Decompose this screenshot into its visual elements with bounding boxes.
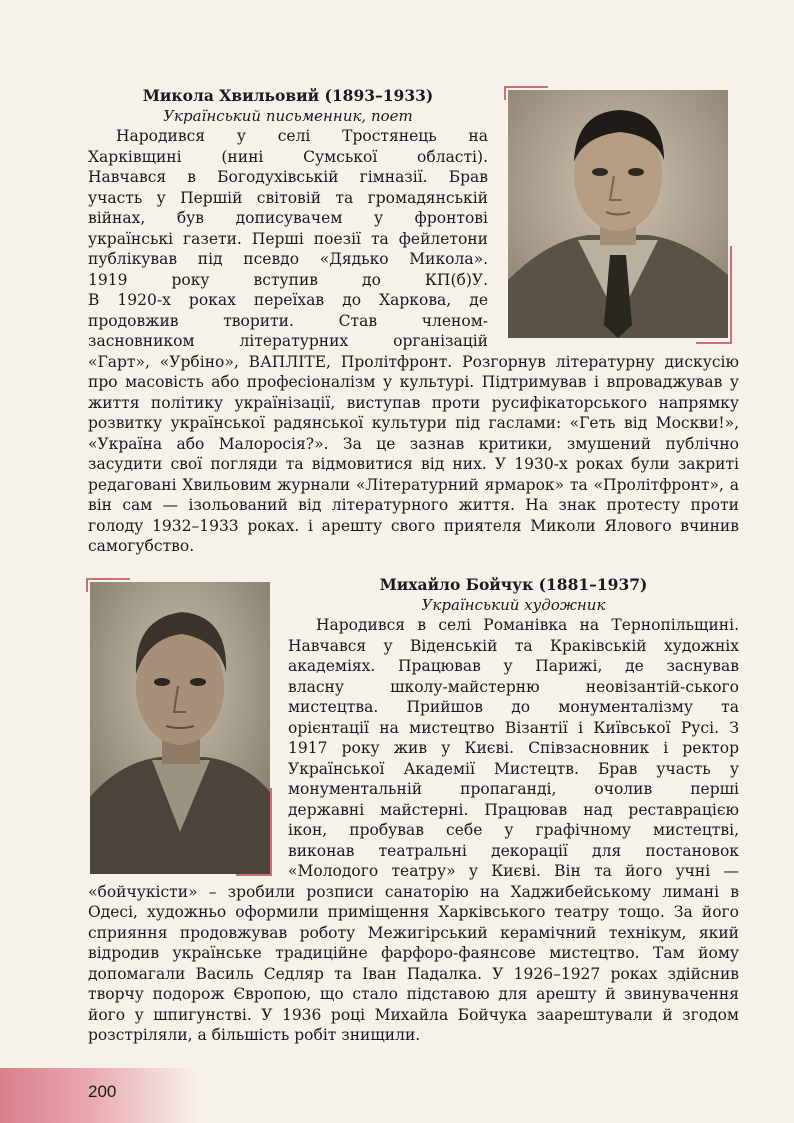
khvylovyi-photo-frame — [500, 86, 740, 346]
bio-khvylovyi-name: Микола Хвильовий (1893–1933) — [142, 86, 434, 105]
khvylovyi-portrait — [508, 90, 728, 338]
bio-khvylovyi-intro — [88, 126, 488, 352]
text-line: 1919 року вступив до КП(б)У. — [88, 270, 488, 289]
text-line: орієнтації на мистецтво Візантії і Київської Русі. З — [288, 718, 739, 737]
text-line: війнах, був дописувачем у фронтові — [88, 209, 488, 227]
text-line: публікував під псевдо «Дядько Микола». — [88, 250, 488, 268]
text-line: мистецтва. Прийшов до монументалізму та — [288, 698, 739, 716]
text-line: «Молодого театру» у Києві. Він та його учні — — [288, 862, 739, 880]
text-line: Навчався в Богодухівській гімназії. Брав — [88, 168, 488, 186]
text-line: 1917 року жив у Києві. Співзасновник і ректор — [288, 739, 739, 757]
boichuk-photo-frame — [86, 578, 276, 878]
text-line: українські газети. Перші поезії та фейлетони — [88, 229, 488, 248]
text-line: продовжив творити. Став членом- — [88, 311, 488, 330]
text-line: Навчався у Віденській та Краківській художніх — [288, 636, 739, 655]
text-line: Харківщині (нині Сумської області). — [88, 147, 488, 166]
text-line: виконав театральні декорації для постановок — [288, 841, 739, 860]
text-line: Народився у селі Тростянець на — [116, 127, 488, 145]
bio-boichuk-role: Український художник — [421, 596, 606, 614]
boichuk-portrait — [90, 582, 270, 874]
text-line: Української Академії Мистецтв. Брав участь у — [288, 759, 739, 778]
text-line: засновником літературних організацій — [88, 332, 488, 350]
text-line: участь у Першій світовій та громадянській — [88, 188, 488, 207]
bio-boichuk-name: Михайло Бойчук (1881–1937) — [379, 575, 648, 594]
bio-khvylovyi-text: «Гарт», «Урбіно», ВАПЛІТЕ, Пролітфронт. Розгорнув літературну дискусію про масовість або професіоналізм у культурі. Підтримував і впроваджував у життя політику українізації, виступав проти русифікаторського напрямку розвитку української радянської культури під гаслами: «Геть від Москви!», «Україна або Малоросія?». За це зазнав критики, змушений публічно засудити свої погляди та відмовитися від них. У 1930-х роках були закриті редаговані Хвильовим журнали «Літературний ярмарок» та «Пролітфронт», а він сам — ізольований від літературного життя. На знак протесту проти голоду 1932–1933 роках. і арешту свого приятеля Миколи Ялового вчинив самогубство. — [88, 352, 739, 555]
text-line: В 1920-х роках переїхав до Харкова, де — [88, 291, 488, 309]
text-line: монументальній пропаганді, очолив перші — [288, 780, 739, 798]
text-line: Народився в селі Романівка на Тернопільщині. — [316, 616, 739, 634]
page-number: 200 — [88, 1082, 117, 1101]
text-line: ікон, пробував себе у графічному мистецтві, — [288, 821, 739, 839]
bio-boichuk-text: «бойчукісти» – зробили розписи санаторію на Хаджибейському лимані в Одесі, художньо оформили приміщення Харківського театру тощо. За його сприяння продовжував роботу Межигірський керамічний технікум, який відродив українське традиційне фарфоро-фаянсове мистецтво. Там йому допомагали Василь Седляр та Іван Падалка. У 1926–1927 роках здійснив творчу подорож Європою, що стало підставою для арешту й звинувачення його у шпигунстві. У 1936 році Михайла Бойчука заарештували й згодом розстріляли, а більшість робіт знищили. — [88, 882, 739, 1044]
text-line: власну школу-майстерню неовізантій-ського — [288, 677, 739, 696]
bio-boichuk-intro — [288, 615, 739, 882]
bio-khvylovyi-role: Український письменник, поет — [163, 107, 413, 125]
text-line: академіях. Працював у Парижі, де заснував — [288, 657, 739, 675]
text-line: державні майстерні. Працював над реставрацією — [288, 800, 739, 819]
